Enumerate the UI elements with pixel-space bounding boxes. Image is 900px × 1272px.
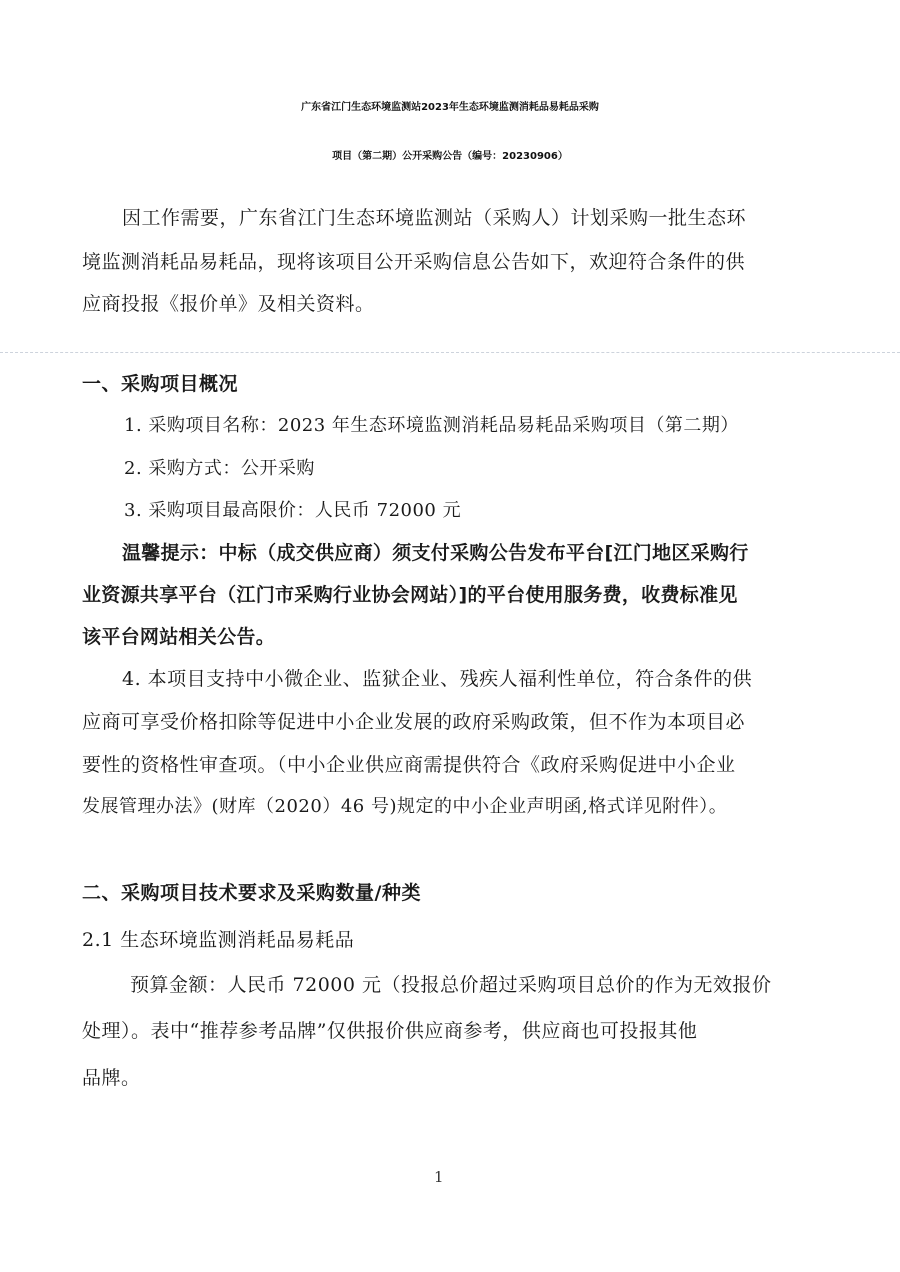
section-1-item-2: 2. 采购方式：公开采购 [124, 458, 315, 479]
budget-line-2: 处理）。表中“推荐参考品牌”仅供报价供应商参考，供应商也可投报其他 [82, 1020, 698, 1042]
tip-line-1: 温馨提示：中标（成交供应商）须支付采购公告发布平台[江门地区采购行 [122, 542, 749, 564]
title-line-1: 广东省江门生态环境监测站2023年生态环境监测消耗品易耗品采购 [301, 102, 599, 113]
intro-line-2: 境监测消耗品易耗品，现将该项目公开采购信息公告如下，欢迎符合条件的供 [82, 251, 746, 273]
section-1-item-3: 3. 采购项目最高限价：人民币 72000 元 [124, 500, 462, 521]
title-line-2: 项目（第二期）公开采购公告（编号：20230906） [332, 151, 568, 162]
budget-line-1: 预算金额：人民币 72000 元（投报总价超过采购项目总价的作为无效报价 [130, 974, 772, 996]
item-4-line-2: 应商可享受价格扣除等促进中小企业发展的政府采购政策，但不作为本项目必 [82, 711, 746, 733]
intro-line-1: 因工作需要，广东省江门生态环境监测站（采购人）计划采购一批生态环 [122, 207, 747, 229]
budget-line-3: 品牌。 [82, 1067, 141, 1089]
intro-line-3: 应商投报《报价单》及相关资料。 [82, 293, 375, 315]
section-1-heading: 一、采购项目概况 [82, 373, 239, 395]
section-2-heading: 二、采购项目技术要求及采购数量/种类 [82, 882, 421, 904]
tip-line-3: 该平台网站相关公告。 [82, 626, 276, 648]
scan-fold-line [0, 352, 900, 353]
item-4-line-1: 4. 本项目支持中小微企业、监狱企业、残疾人福利性单位，符合条件的供 [122, 668, 753, 690]
item-4-line-4: 发展管理办法》(财库（2020）46 号)规定的中小企业声明函,格式详见附件）。 [82, 796, 728, 817]
section-1-item-1: 1. 采购项目名称：2023 年生态环境监测消耗品易耗品采购项目（第二期） [124, 415, 739, 436]
tip-line-2: 业资源共享平台（江门市采购行业协会网站）]的平台使用服务费，收费标准见 [82, 584, 738, 606]
page-number: 1 [434, 1168, 444, 1186]
section-2-sub-heading: 2.1 生态环境监测消耗品易耗品 [82, 929, 355, 951]
item-4-line-3: 要性的资格性审查项。（中小企业供应商需提供符合《政府采购促进中小企业 [82, 754, 736, 776]
